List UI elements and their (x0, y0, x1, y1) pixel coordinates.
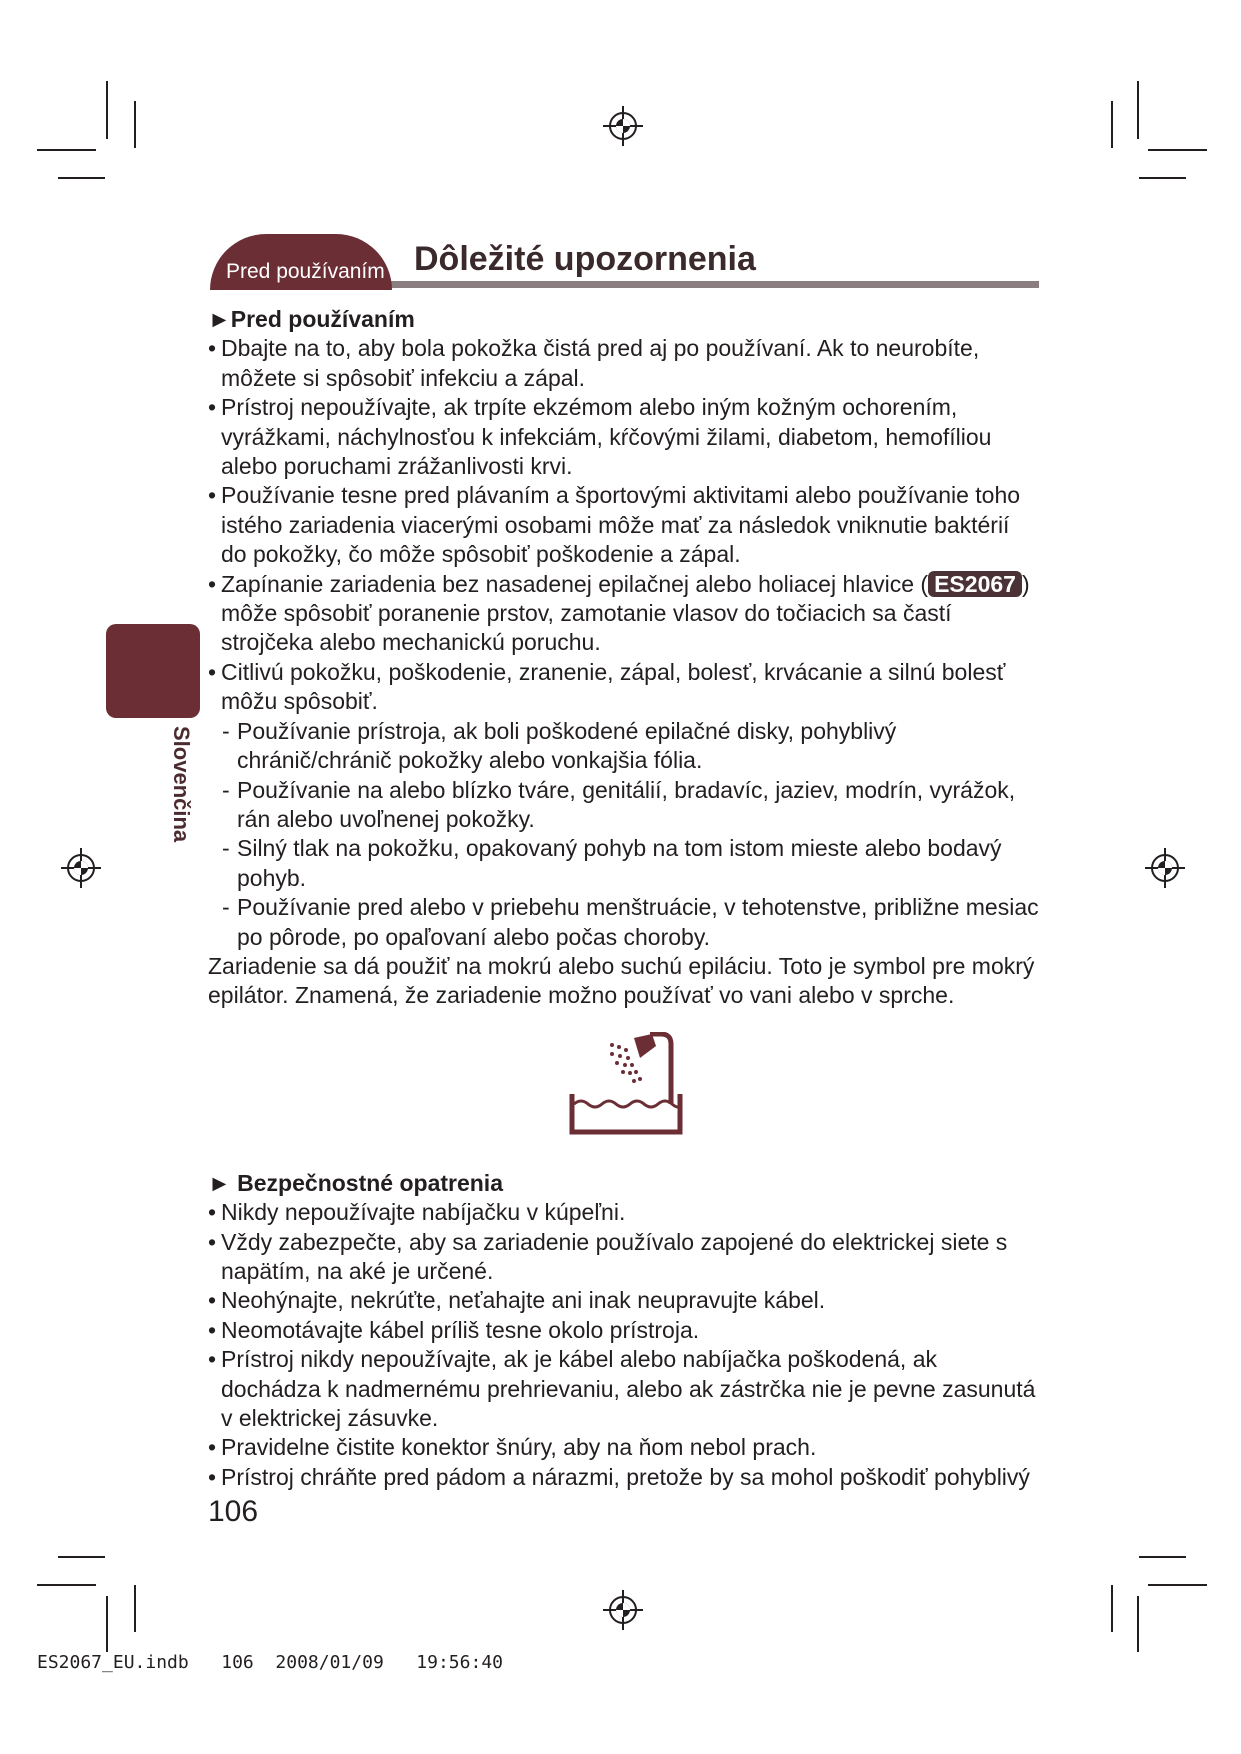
dash-item: - Používanie pred alebo v priebehu menštruácie, v tehotenstve, približne mesiac po pôrode, po opaľovaní alebo počas choroby. (222, 894, 1039, 950)
section-tab-label: Pred používaním (226, 260, 385, 283)
crop-mark (37, 149, 96, 151)
list-item: • Citlivú pokožku, poškodenie, zranenie, zápal, bolesť, krvácanie a silnú bolesť môžu spôsobiť. (208, 658, 1006, 715)
list-item: • Prístroj nepoužívajte, ak trpíte ekzémom alebo iným kožným ochorením, vyrážkami, náchylnosťou k infekciám, kŕčovými žilami, diabetom, hemofíliou alebo poruchami zrážanlivosti krvi. (208, 394, 992, 480)
registration-target-icon (61, 848, 101, 888)
crop-mark (37, 1584, 96, 1586)
list-item: • Zapínanie zariadenia bez nasadenej epilačnej alebo holiacej hlavice ( ES2067 ) môže spôsobiť poranenie prstov, zamotanie vlasov do točiacich sa častí strojčeka alebo mechanickú poruchu. (208, 570, 1030, 656)
wet-symbol-container (208, 1011, 1040, 1159)
list-item: • Prístroj nikdy nepoužívajte, ak je kábel alebo nabíjačka poškodená, ak dochádza k nadmernému prehrievaniu, alebo ak zástrčka nie je pevne zasunutá v elektrickej zásuvke. (208, 1346, 1036, 1431)
crop-mark (1111, 1585, 1113, 1632)
crop-mark (58, 1556, 105, 1558)
registration-target-icon (603, 1590, 643, 1630)
title-underline (370, 281, 1039, 288)
crop-mark (1139, 177, 1186, 179)
language-label: Slovenčina (169, 726, 194, 843)
section-heading: ►Pred používaním (208, 306, 415, 332)
list-item: • Používanie tesne pred plávaním a športovými aktivitami alebo používanie toho istého zariadenia viacerými osobami môže mať za následok vniknutie baktérií do pokožky, čo môže spôsobiť poškodenie a zápal. (208, 482, 1021, 568)
crop-mark (106, 81, 108, 139)
list-item: • Pravidelne čistite konektor šnúry, aby na ňom nebol prach. (208, 1434, 817, 1461)
crop-mark (134, 101, 136, 148)
list-item: • Dbajte na to, aby bola pokožka čistá pred aj po používaní. Ak to neurobíte, môžete si spôsobiť infekciu a zápal. (208, 335, 980, 391)
list-item: • Vždy zabezpečte, aby sa zariadenie používalo zapojené do elektrickej siete s napätím, na aké je určené. (208, 1228, 1008, 1284)
print-slug: ES2067_EU.indb 106 2008/01/09 19:56:40 (37, 1652, 503, 1673)
list-item: • Nikdy nepoužívajte nabíjačku v kúpeľni. (208, 1199, 626, 1226)
crop-mark (1137, 1596, 1139, 1652)
registration-target-icon (1145, 848, 1185, 888)
page-body (208, 305, 1040, 1492)
list-item: • Prístroj chráňte pred pádom a nárazmi, pretože by sa mohol poškodiť pohyblivý (208, 1463, 1030, 1490)
section-heading: ► Bezpečnostné opatrenia (208, 1169, 503, 1196)
page-number: 106 (208, 1495, 259, 1528)
wet-use-paragraph: Zariadenie sa dá použiť na mokrú alebo suchú epiláciu. Toto je symbol pre mokrý epilátor. Znamená, že zariadenie možno používať vo vani alebo v sprche. (208, 952, 1035, 1009)
model-badge: ES2067 (928, 571, 1022, 597)
crop-mark (1148, 1584, 1207, 1586)
page-title: Dôležité upozornenia (414, 240, 756, 278)
crop-mark (134, 1585, 136, 1632)
registration-target-icon (603, 106, 643, 146)
crop-mark (1137, 81, 1139, 139)
dash-item: - Používanie prístroja, ak boli poškodené epilačné disky, pohyblivý chránič/chránič pokožky alebo vonkajšia fólia. (222, 717, 897, 774)
list-item: • Neomotávajte kábel príliš tesne okolo prístroja. (208, 1316, 700, 1343)
crop-mark (106, 1596, 108, 1652)
language-tab-block (106, 624, 200, 718)
shower-bath-icon (564, 1032, 688, 1136)
crop-mark (58, 177, 105, 179)
crop-mark (1148, 149, 1207, 151)
list-item: • Neohýnajte, nekrúťte, neťahajte ani inak neupravujte kábel. (208, 1287, 826, 1314)
dash-item: - Používanie na alebo blízko tváre, genitálií, bradavíc, jaziev, modrín, vyrážok, rán alebo uvoľnenej pokožky. (222, 776, 1016, 832)
crop-mark (1111, 101, 1113, 148)
section-tab (210, 234, 392, 290)
crop-mark (1139, 1556, 1186, 1558)
dash-item: - Silný tlak na pokožku, opakovaný pohyb na tom istom mieste alebo bodavý pohyb. (222, 835, 1002, 891)
